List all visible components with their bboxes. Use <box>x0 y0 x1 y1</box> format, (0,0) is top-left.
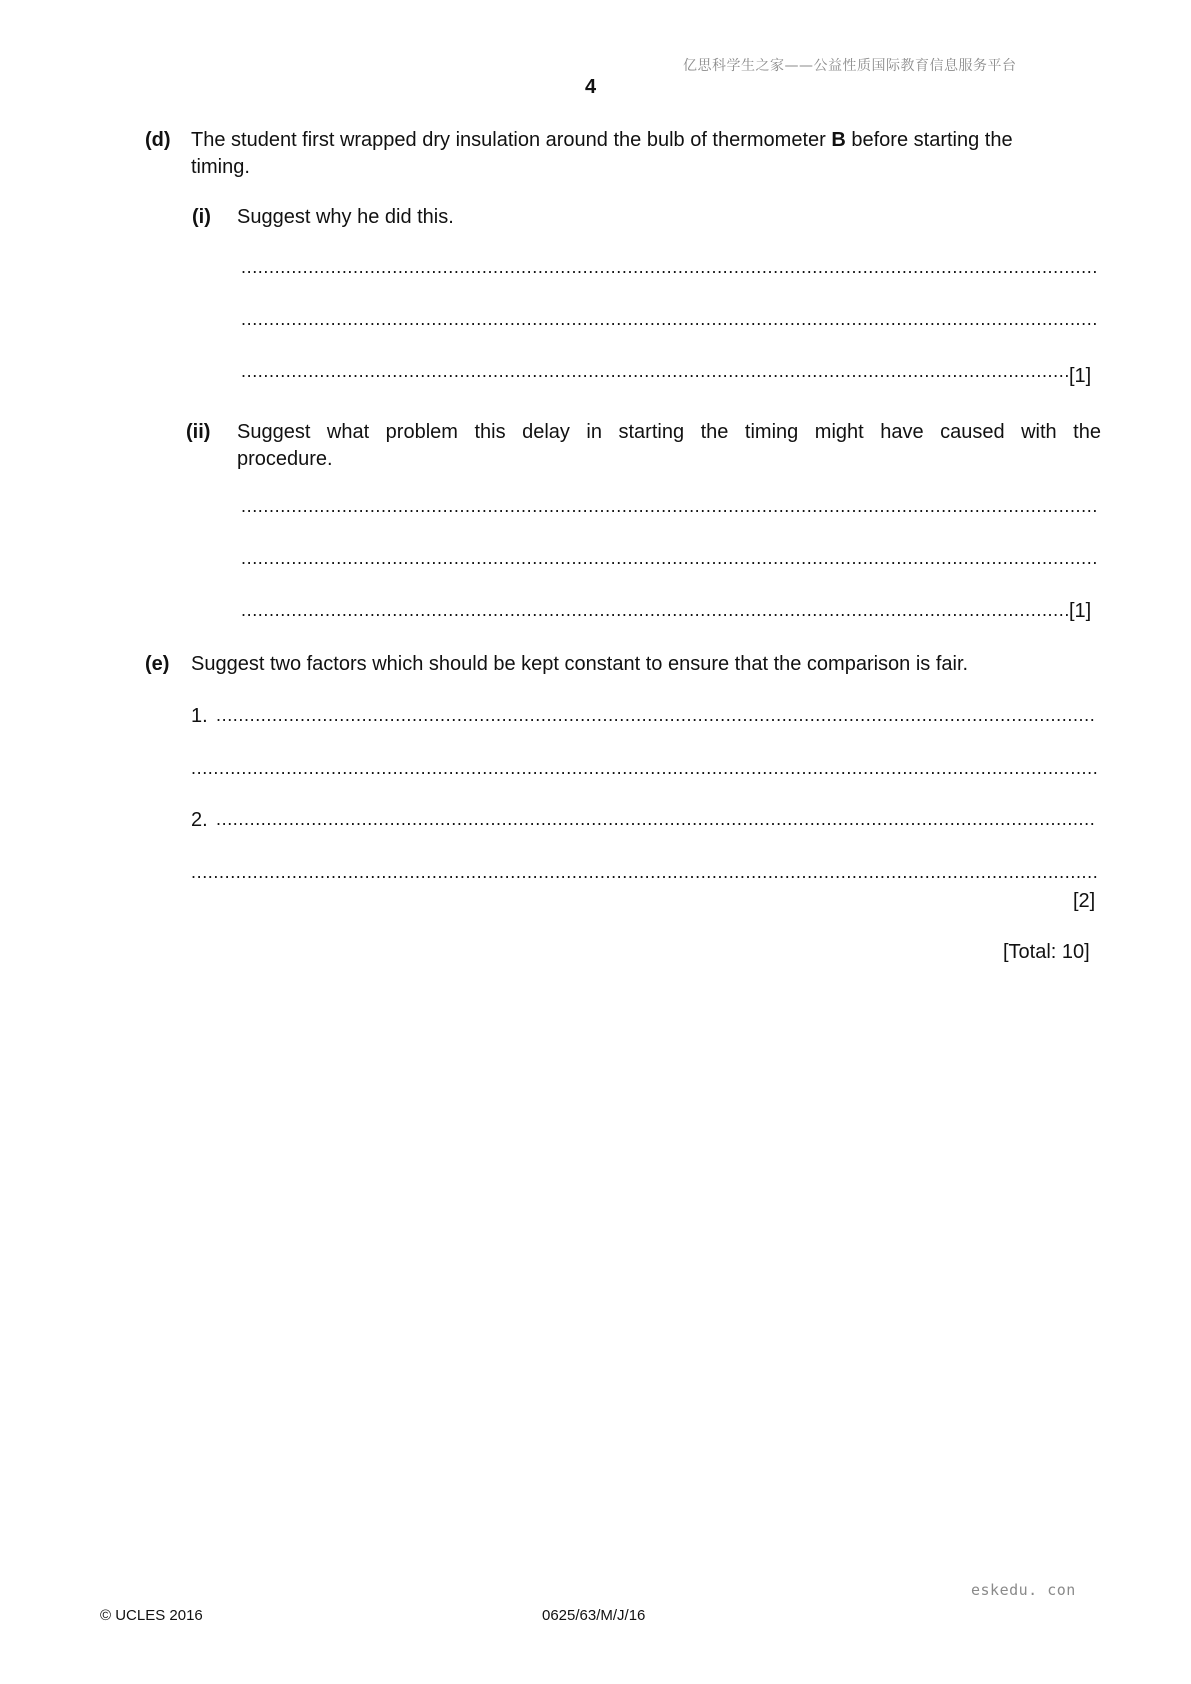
answer-line-e-1b[interactable] <box>191 758 1097 780</box>
sub-question-label-ii: (ii) <box>186 421 211 443</box>
marks-i: [1] <box>1069 365 1092 387</box>
sub-question-ii-text <box>237 419 1101 473</box>
factor-number-2: 2. <box>191 809 208 831</box>
answer-line-ii-3[interactable] <box>241 600 1068 622</box>
answer-line-e-1a[interactable] <box>216 705 1097 727</box>
site-watermark: eskedu. con <box>971 1581 1076 1599</box>
question-d-text-start: The student first wrapped dry insulation around the bulb of thermometer <box>191 129 832 151</box>
question-d-text-end: before starting the <box>845 129 1013 151</box>
watermark-text: 亿思科学生之家——公益性质国际教育信息服务平台 <box>683 58 1017 74</box>
answer-line-i-1[interactable] <box>241 257 1097 279</box>
answer-line-i-2[interactable] <box>241 309 1097 331</box>
total-marks: [Total: 10] <box>1003 941 1090 963</box>
question-e-text: Suggest two factors which should be kept constant to ensure that the comparison is fair. <box>191 653 969 675</box>
thermometer-b-label: B <box>831 129 846 151</box>
question-label-d: (d) <box>145 129 171 151</box>
question-d-line1 <box>191 127 1101 154</box>
paper-code: 0625/63/M/J/16 <box>542 1607 646 1624</box>
sub-question-i-text: Suggest why he did this. <box>237 206 454 228</box>
marks-e: [2] <box>1073 890 1096 912</box>
answer-line-i-3[interactable] <box>241 361 1068 383</box>
question-d-line2: timing. <box>191 156 250 178</box>
question-label-e: (e) <box>145 653 170 675</box>
marks-ii: [1] <box>1069 600 1092 622</box>
question-d-text <box>191 127 1101 181</box>
answer-line-ii-2[interactable] <box>241 548 1097 570</box>
sub-question-ii-line1: Suggest what problem this delay in starting the timing might have caused with the <box>237 421 1101 443</box>
answer-line-e-2b[interactable] <box>191 862 1097 884</box>
sub-question-ii-line2: procedure. <box>237 448 333 470</box>
copyright: © UCLES 2016 <box>100 1607 203 1624</box>
answer-line-e-2a[interactable] <box>216 809 1097 831</box>
factor-number-1: 1. <box>191 705 208 727</box>
sub-question-label-i: (i) <box>192 206 211 228</box>
answer-line-ii-1[interactable] <box>241 496 1097 518</box>
page-number: 4 <box>585 76 597 98</box>
